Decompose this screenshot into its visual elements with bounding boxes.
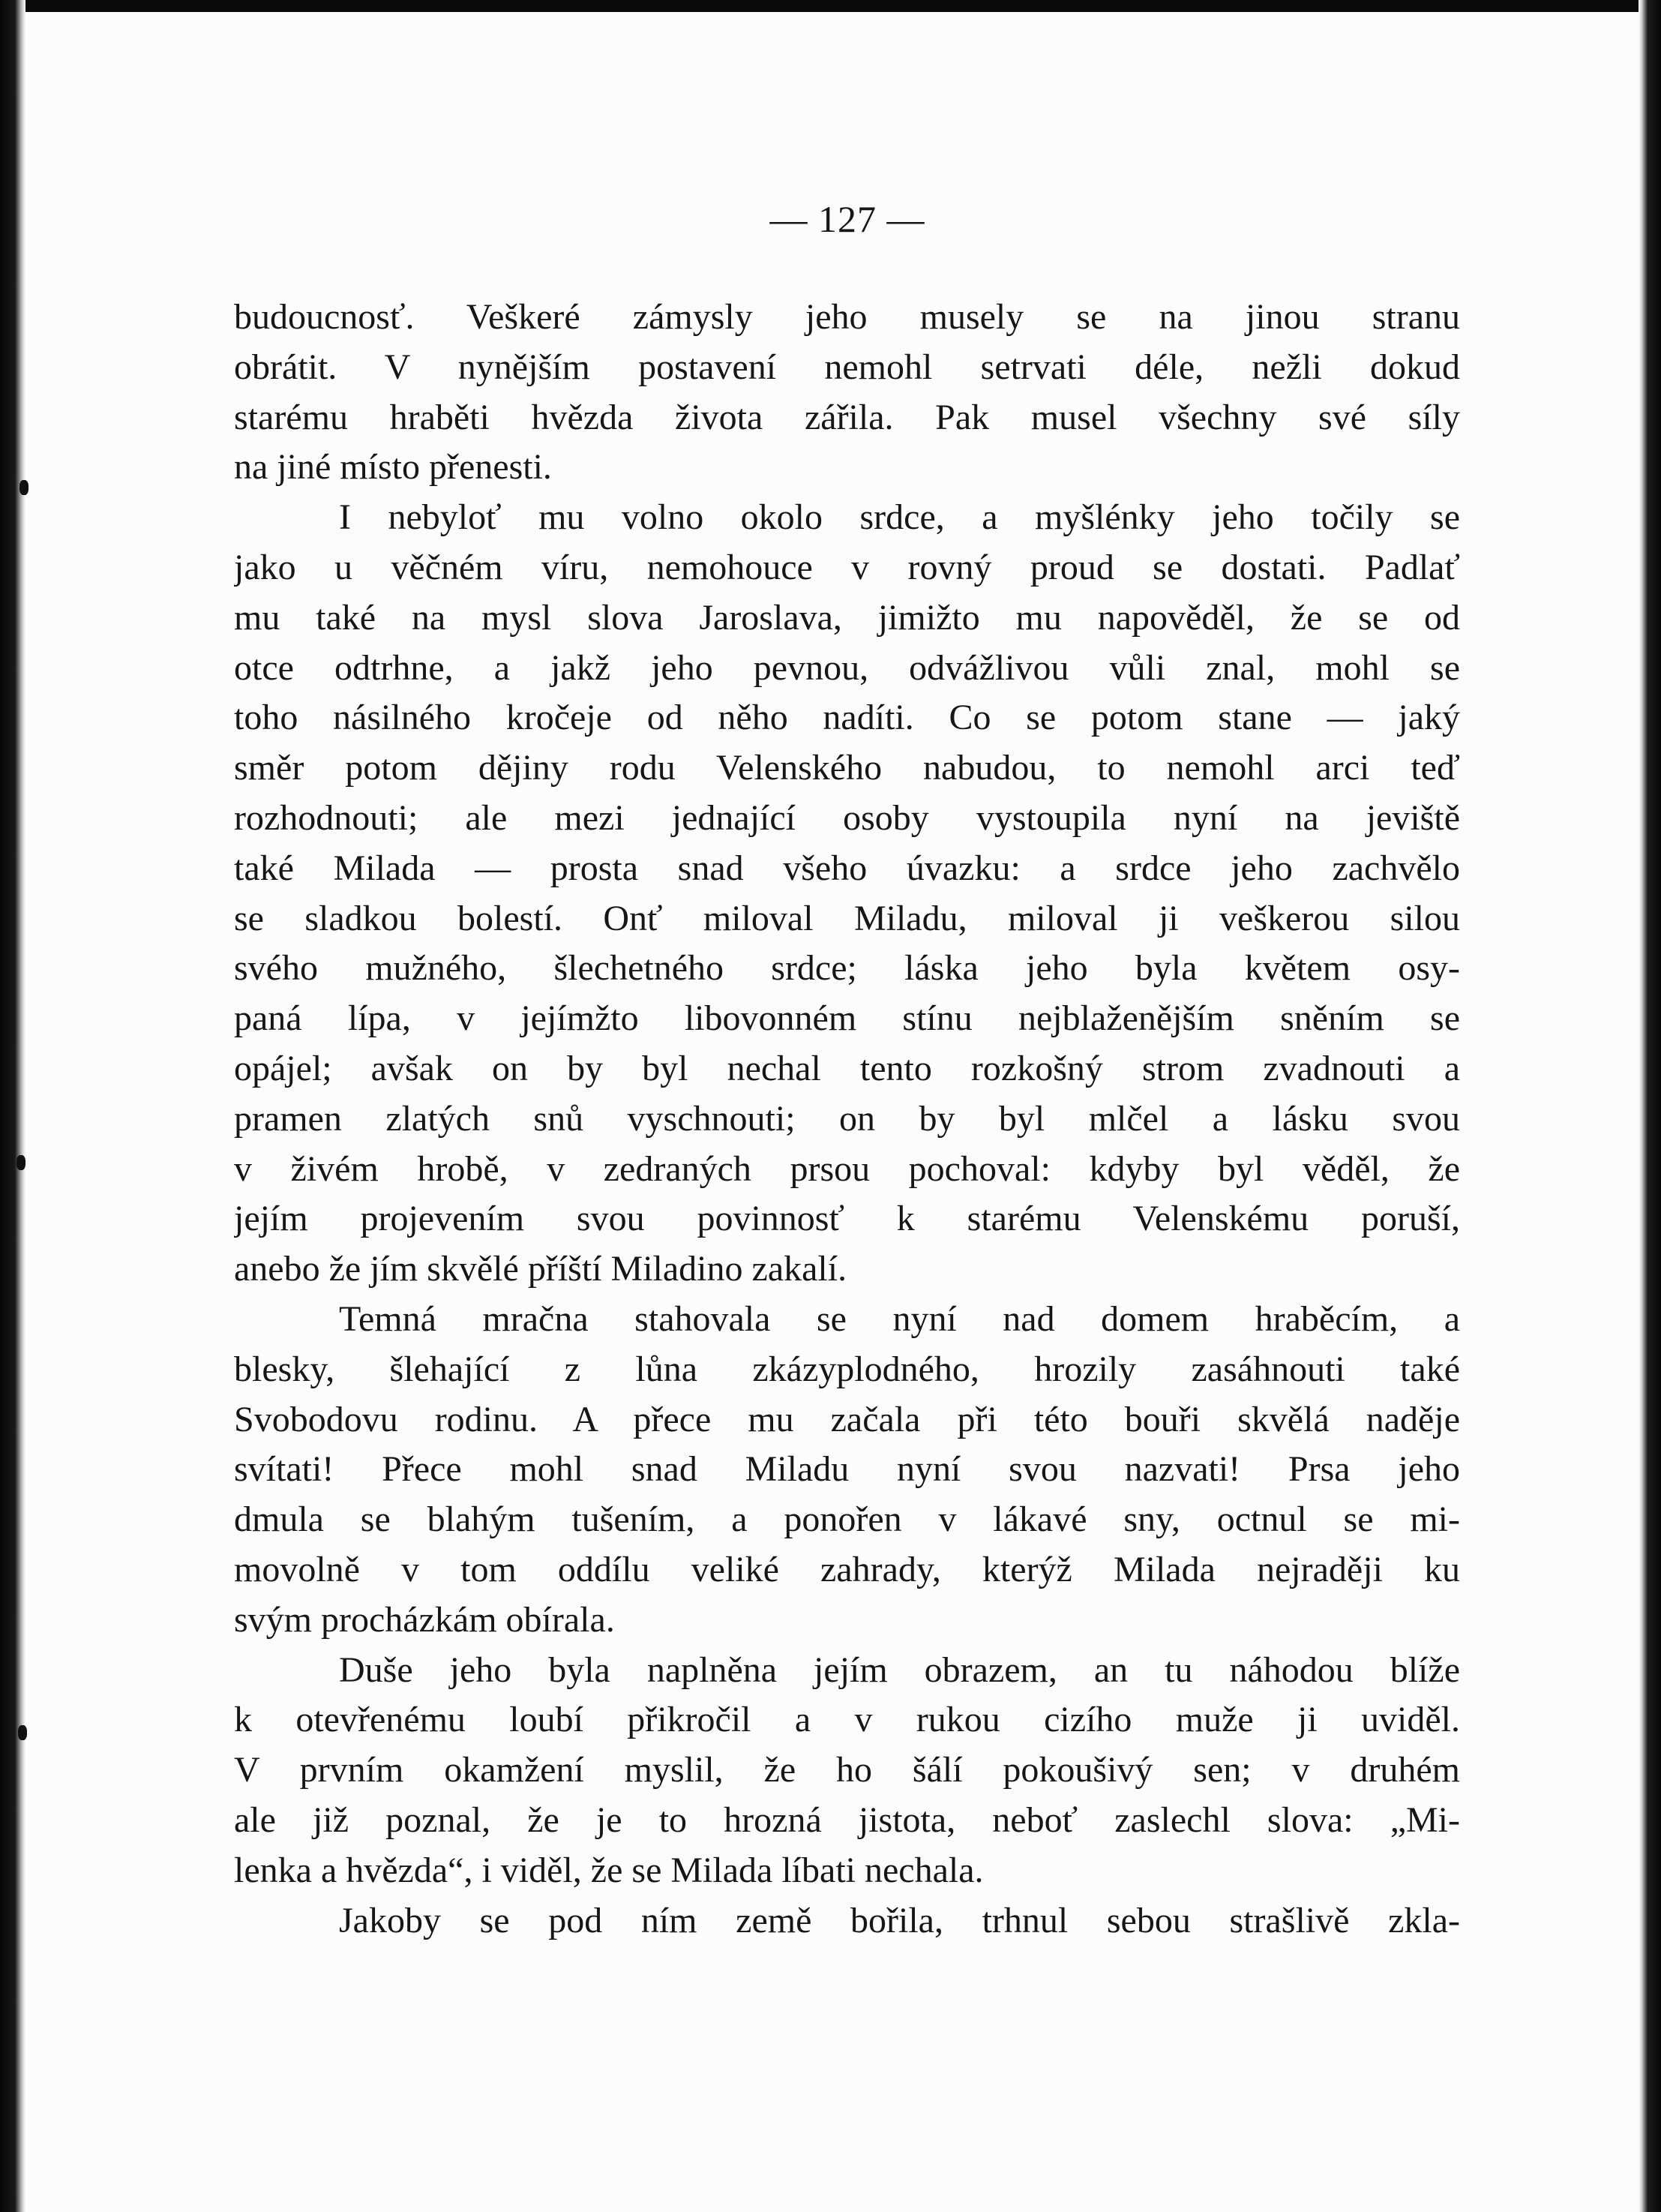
text-line: pramen zlatých snů vyschnouti; on by byl mlčel a lásku svou <box>234 1098 1460 1139</box>
text-line: Svobodovu rodinu. A přece mu začala při této bouři skvělá naděje <box>234 1399 1460 1439</box>
text-line: svým procházkám obírala. <box>234 1599 615 1640</box>
text-line: blesky, šlehající z lůna zkázyplodného, hrozily zasáhnouti také <box>234 1349 1460 1389</box>
text-line: starému hraběti hvězda života zářila. Pak musel všechny své síly <box>234 397 1460 437</box>
text-line: jejím projevením svou povinnosť k starému Velenskému poruší, <box>234 1199 1460 1239</box>
text-line: toho násilného kročeje od něho nadíti. Co se potom stane — jaký <box>234 698 1460 738</box>
body-text <box>234 293 1460 1946</box>
text-line: Duše jeho byla naplněna jejím obrazem, an tu náhodou blíže <box>339 1649 1460 1690</box>
text-line: směr potom dějiny rodu Velenského nabudou, to nemohl arci teď <box>234 748 1460 788</box>
scan-speck <box>16 1155 25 1170</box>
text-line: lenka a hvězda“, i viděl, že se Milada líbati nechala. <box>234 1850 984 1890</box>
text-line: v živém hrobě, v zedraných prsou pochoval: kdyby byl věděl, že <box>234 1148 1460 1189</box>
scan-border-right <box>1639 0 1661 2212</box>
text-line: také Milada — prosta snad všeho úvazku: a srdce jeho zachvělo <box>234 848 1460 888</box>
text-line: svítati! Přece mohl snad Miladu nyní svou nazvati! Prsa jeho <box>234 1449 1460 1490</box>
text-line: budoucnosť. Veškeré zámysly jeho musely se na jinou stranu <box>234 297 1460 337</box>
text-line: I nebyloť mu volno okolo srdce, a myšlénky jeho točily se <box>339 497 1460 538</box>
text-line: Temná mračna stahovala se nyní nad domem hraběcím, a <box>339 1298 1460 1339</box>
text-line: ale již poznal, že je to hrozná jistota, neboť zaslechl slova: „Mi- <box>234 1799 1460 1840</box>
text-line: jako u věčném víru, nemohouce v rovný proud se dostati. Padlať <box>234 547 1460 587</box>
text-line: movolně v tom oddílu veliké zahrady, kterýž Milada nejraději ku <box>234 1549 1460 1589</box>
text-line: rozhodnouti; ale mezi jednající osoby vystoupila nyní na jeviště <box>234 797 1460 838</box>
scan-border-left <box>0 0 25 2212</box>
text-line: se sladkou bolestí. Onť miloval Miladu, miloval ji veškerou silou <box>234 898 1460 938</box>
text-line: k otevřenému loubí přikročil a v rukou cizího muže ji uviděl. <box>234 1700 1460 1740</box>
text-line: svého mužného, šlechetného srdce; láska jeho byla květem osy- <box>234 948 1460 989</box>
scan-border-top <box>0 0 1661 12</box>
page-number: — 127 — <box>769 198 925 240</box>
text-line: paná lípa, v jejímžto libovonném stínu nejblaženějším sněním se <box>234 998 1460 1039</box>
text-line: V prvním okamžení myslil, že ho šálí pokoušivý sen; v druhém <box>234 1750 1460 1790</box>
text-line: obrátit. V nynějším postavení nemohl setrvati déle, nežli dokud <box>234 347 1460 387</box>
text-line: na jiné místo přenesti. <box>234 447 552 488</box>
text-line: Jakoby se pod ním země bořila, trhnul sebou strašlivě zkla- <box>339 1900 1460 1940</box>
text-line: mu také na mysl slova Jaroslava, jimižto mu napověděl, že se od <box>234 597 1460 638</box>
scan-speck <box>19 480 28 495</box>
text-line: otce odtrhne, a jakž jeho pevnou, odvážlivou vůli znal, mohl se <box>234 647 1460 688</box>
text-line: opájel; avšak on by byl nechal tento rozkošný strom zvadnouti a <box>234 1048 1460 1088</box>
scan-speck <box>18 1725 27 1740</box>
text-line: dmula se blahým tušením, a ponořen v lákavé sny, octnul se mi- <box>234 1499 1460 1540</box>
text-line: anebo že jím skvělé příští Miladino zakalí. <box>234 1249 847 1289</box>
